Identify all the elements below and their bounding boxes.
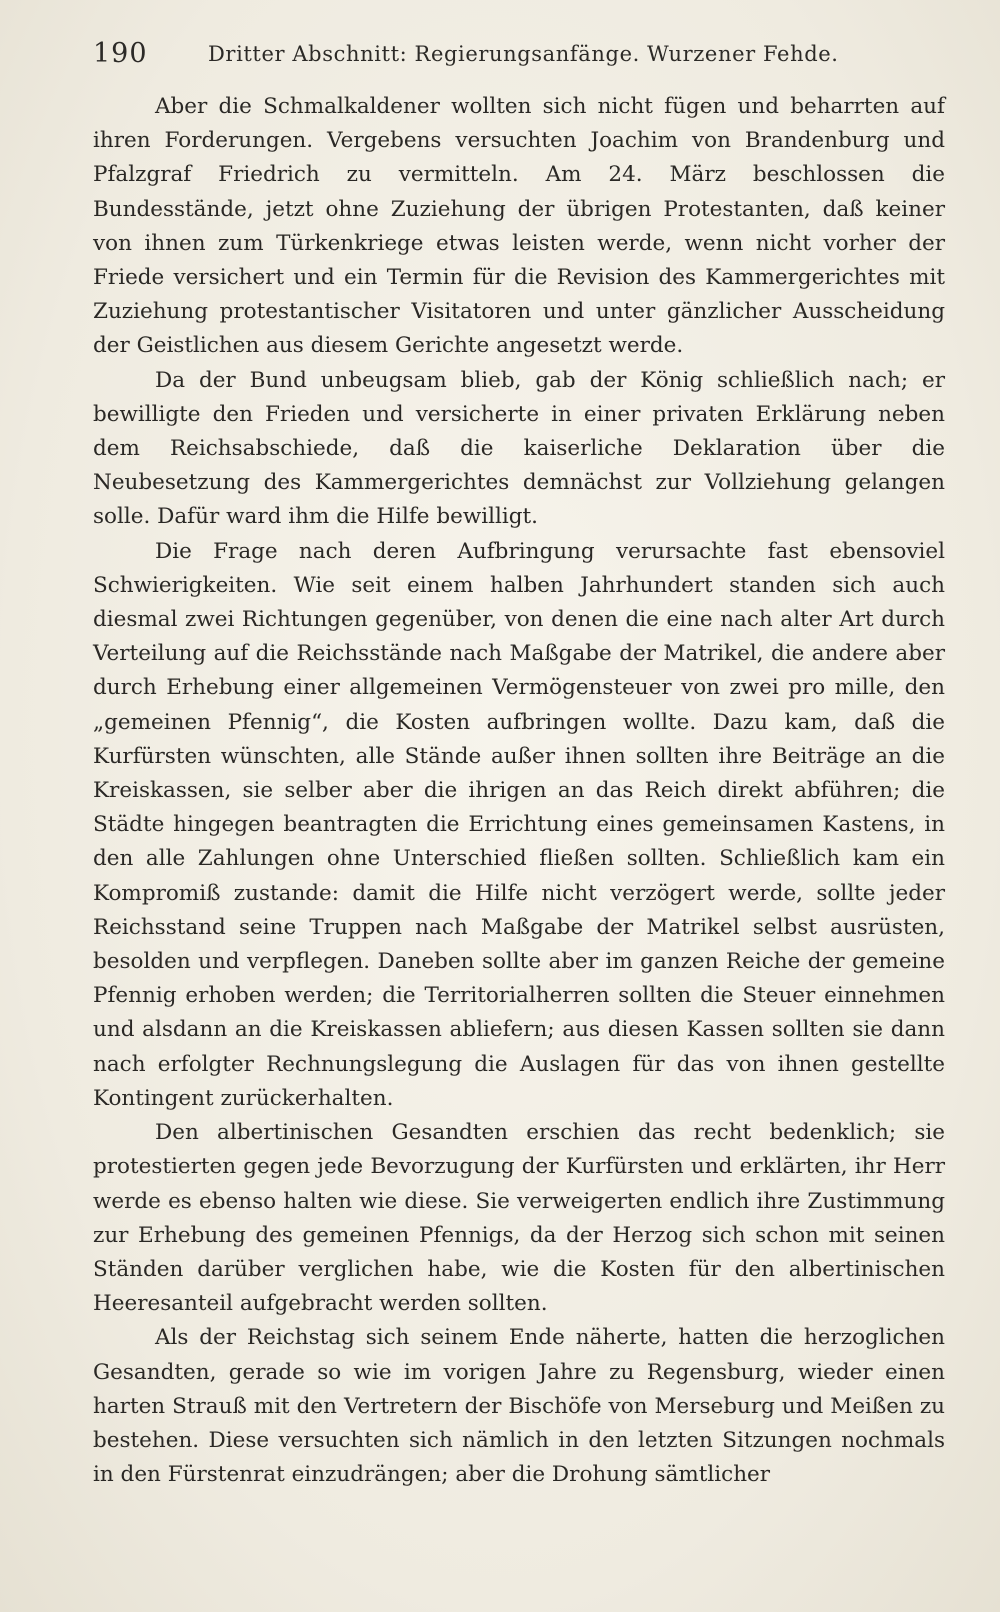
paragraph-aufbringung: Die Frage nach deren Aufbringung verursachte fast ebensoviel Schwierigkeiten. Wie seit einem halben Jahrhundert standen sich auch diesmal zwei Richtungen gegenüber, von denen die eine nach alter Art durch Verteilung auf die Reichsstände nach Maßgabe der Matrikel, die andere aber durch Erhebung einer allgemeinen Vermögensteuer von zwei pro mille, den „gemeinen Pfennig“, die Kosten aufbringen wollte. Dazu kam, daß die Kurfürsten wünschten, alle Stände außer ihnen sollten ihre Beiträge an die Kreiskassen, sie selber aber die ihrigen an das Reich direkt abführen; die Städte hingegen beantragten die Errichtung eines gemeinsamen Kastens, in den alle Zahlungen ohne Unterschied fließen sollten. Schließlich kam ein Kompromiß zustande: damit die Hilfe nicht verzögert werde, sollte jeder Reichsstand seine Truppen nach Maßgabe der Matrikel selbst ausrüsten, besolden und verpflegen. Daneben sollte aber im ganzen Reiche der gemeine Pfennig erhoben werden; die Territorialherren sollten die Steuer einnehmen und alsdann an die Kreiskassen abliefern; aus diesen Kassen sollten sie dann nach erfolgter Rechnungslegung die Auslagen für das von ihnen gestellte Kontingent zurückerhalten.	[93, 538, 945, 1111]
paragraph-albertinische-gesandte: Den albertinischen Gesandten erschien das recht bedenklich; sie protestierten gegen jede Bevorzugung der Kurfürsten und erklärten, ihr Herr werde es ebenso halten wie diese. Sie verweigerten endlich ihre Zustimmung zur Erhebung des gemeinen Pfennigs, da der Herzog sich schon mit seinen Ständen darüber verglichen habe, wie die Kosten für den albertinischen Heeresanteil aufgebracht werden sollten.	[93, 1120, 945, 1317]
body-text	[93, 90, 945, 1492]
page-header	[93, 38, 943, 74]
page-number: 190	[93, 38, 148, 69]
paragraph-schmalkaldener: Aber die Schmalkaldener wollten sich nicht fügen und beharrten auf ihren Forderungen. Vergebens versuchten Joachim von Brandenburg und Pfalzgraf Friedrich zu vermitteln. Am 24. März beschlossen die Bundesstände, jetzt ohne Zuziehung der übrigen Protestanten, daß keiner von ihnen zum Türkenkriege etwas leisten werde, wenn nicht vorher der Friede versichert und ein Termin für die Revision des Kammergerichtes mit Zuziehung protestantischer Visitatoren und unter gänzlicher Ausscheidung der Geistlichen aus diesem Gerichte angesetzt werde.	[93, 94, 945, 359]
paragraph-bund-unbeugsam: Da der Bund unbeugsam blieb, gab der König schließlich nach; er bewilligte den Frieden und versicherte in einer privaten Erklärung neben dem Reichsabschiede, daß die kaiserliche Deklaration über die Neubesetzung des Kammergerichtes demnächst zur Vollziehung gelangen solle. Dafür ward ihm die Hilfe bewilligt.	[93, 367, 945, 530]
paragraph-reichstag-ende: Als der Reichstag sich seinem Ende näherte, hatten die herzoglichen Gesandten, gerade so wie im vorigen Jahre zu Regensburg, wieder einen harten Strauß mit den Vertretern der Bischöfe von Merseburg und Meißen zu bestehen. Diese versuchten sich nämlich in den letzten Sitzungen nochmals in den Fürstenrat einzudrängen; aber die Drohung sämtlicher	[93, 1325, 945, 1488]
running-head: Dritter Abschnitt: Regierungsanfänge. Wurzener Fehde.	[208, 42, 839, 66]
